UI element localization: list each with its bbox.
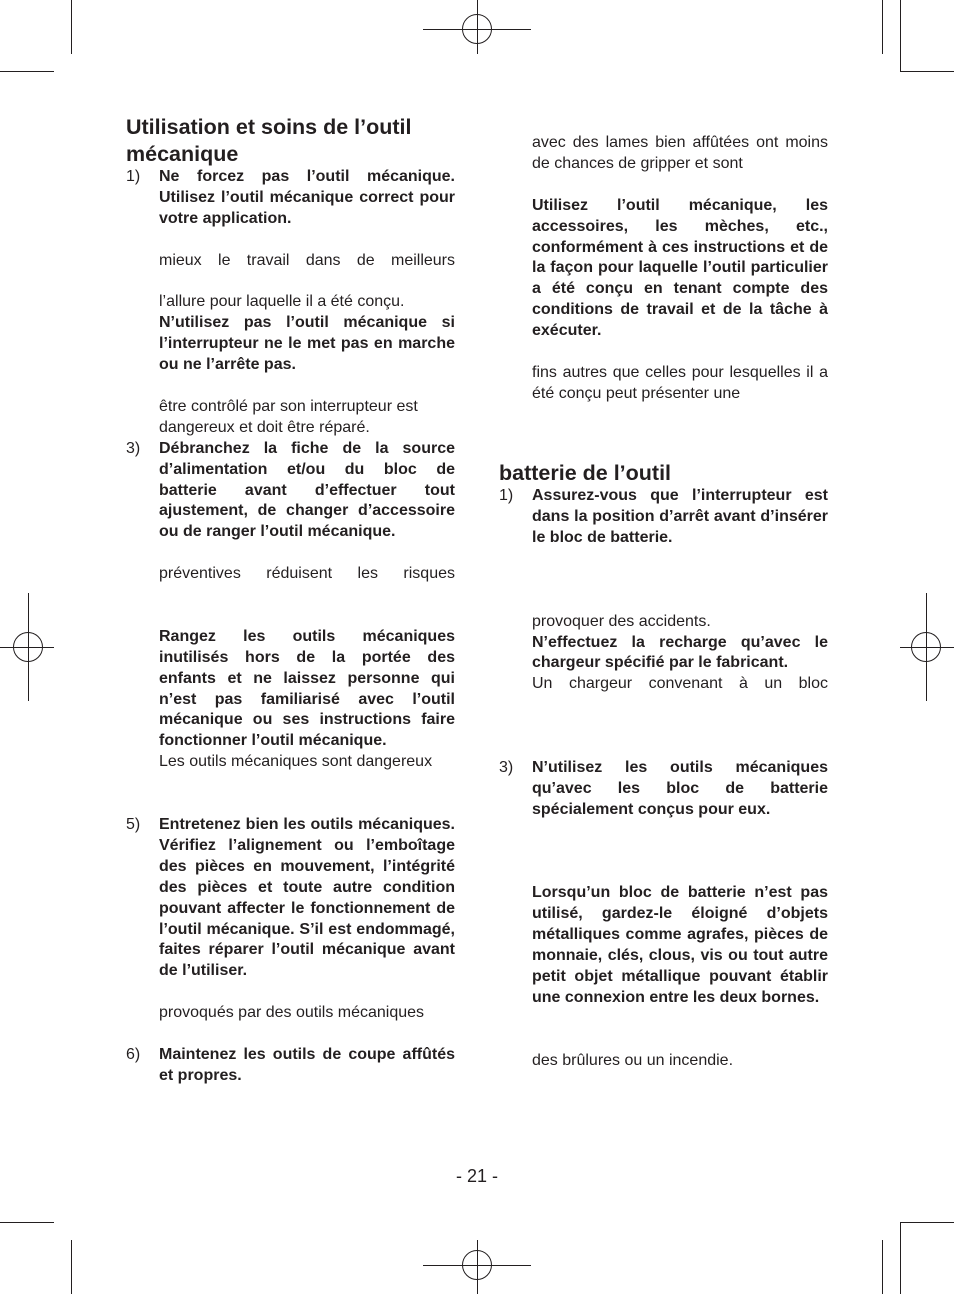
list-item bbox=[499, 633, 828, 758]
registration-circle bbox=[462, 1250, 492, 1280]
item-instruction: N’effectuez la recharge qu’avec le chargeur spécifié par le fabricant. bbox=[532, 633, 828, 672]
crop-mark bbox=[900, 1222, 901, 1294]
item-text: Les outils mécaniques sont dangereux bbox=[159, 753, 433, 771]
crop-mark bbox=[882, 1240, 883, 1294]
item-text: avec des lames bien affûtées ont moins de chances de gripper et sont bbox=[532, 134, 828, 172]
crop-mark bbox=[0, 1222, 54, 1223]
item-text: préventives réduisent les risques bbox=[159, 565, 455, 583]
item-instruction: Entretenez bien les outils mécaniques. Vérifiez l’alignement ou l’emboîtage des pièces en mouvement, l’intégrité des pièces et toute autre condition pouvant affecter le fonctionnement de l’outil mécanique. S’il est endommagé, faites réparer l’outil mécanique avant de l’utiliser. bbox=[159, 815, 455, 980]
list-item bbox=[126, 313, 455, 438]
crop-mark bbox=[0, 71, 54, 72]
item-text: fins autres que celles pour lesquelles il a été conçu peut présenter une bbox=[532, 363, 828, 402]
item-text: être contrôlé par son interrupteur est dangereux et doit être réparé. bbox=[159, 397, 418, 436]
list-item bbox=[126, 815, 455, 1045]
left-column bbox=[126, 114, 455, 1087]
list-item bbox=[126, 1045, 455, 1087]
crop-mark bbox=[900, 71, 954, 72]
item-instruction: Maintenez les outils de coupe affûtés et propres. bbox=[159, 1045, 455, 1084]
registration-circle bbox=[13, 632, 43, 662]
item-number: 6) bbox=[126, 1045, 141, 1063]
item-number: 5) bbox=[126, 815, 141, 833]
right-column bbox=[499, 133, 828, 1071]
item-number: 1) bbox=[499, 487, 514, 505]
list-item bbox=[126, 627, 455, 815]
item-text: mieux le travail dans de meilleurs bbox=[159, 251, 455, 269]
item-text: Un chargeur convenant à un bloc bbox=[532, 675, 828, 693]
list-item bbox=[126, 439, 455, 627]
item-text: l’allure pour laquelle il a été conçu. bbox=[159, 293, 405, 311]
section-heading: Utilisation et soins de l’outil mécanique bbox=[126, 115, 412, 166]
list-item bbox=[499, 883, 828, 1071]
item-number: 3) bbox=[499, 758, 514, 776]
item-number: 3) bbox=[126, 439, 141, 457]
item-instruction: Lorsqu’un bloc de batterie n’est pas utilisé, gardez-le éloigné d’objets métalliques comme agrafes, pièces de monnaie, clés, clous, vis ou tout autre petit objet métallique pouvant établir une connexion entre les deux bornes. bbox=[532, 884, 828, 1006]
item-instruction: Rangez les outils mécaniques inutilisés hors de la portée des enfants et ne laissez personne qui n’est pas familiarisé avec l’outil mécanique ou ses instructions faire fonctionner l’outil mécanique. bbox=[159, 627, 455, 750]
crop-mark bbox=[71, 0, 72, 54]
crop-mark bbox=[900, 1222, 954, 1223]
list-item bbox=[499, 133, 828, 405]
list-item bbox=[499, 758, 828, 883]
item-text: provoquer des accidents. bbox=[532, 612, 711, 630]
page-number: - 21 - bbox=[455, 1166, 498, 1186]
item-instruction: N’utilisez pas l’outil mécanique si l’interrupteur ne le met pas en marche ou ne l’arrête pas. bbox=[159, 314, 455, 374]
item-text: des brûlures ou un incendie. bbox=[532, 1051, 734, 1069]
crop-mark bbox=[900, 0, 901, 72]
list-item bbox=[499, 486, 828, 632]
registration-circle bbox=[462, 14, 492, 44]
item-instruction: Ne forcez pas l’outil mécanique. Utilisez l’outil mécanique correct pour votre application. bbox=[159, 168, 455, 227]
item-text: provoqués par des outils mécaniques bbox=[159, 1004, 425, 1022]
crop-mark bbox=[882, 0, 883, 54]
item-instruction: N’utilisez les outils mécaniques qu’avec les bloc de batterie spécialement conçus pour eux. bbox=[532, 758, 828, 818]
list-item bbox=[126, 167, 455, 313]
registration-circle bbox=[911, 632, 941, 662]
item-instruction: Utilisez l’outil mécanique, les accessoires, les mèches, etc., conformément à ces instructions et de la façon pour laquelle l’outil particulier a été conçu en tenant compte des conditions de travail et de la tâche à exécuter. bbox=[532, 196, 828, 340]
crop-mark bbox=[71, 1240, 72, 1294]
section-heading: batterie de l’outil bbox=[499, 460, 672, 485]
item-instruction: Assurez-vous que l’interrupteur est dans la position d’arrêt avant d’insérer le bloc de batterie. bbox=[532, 487, 828, 547]
item-number: 1) bbox=[126, 168, 141, 185]
item-instruction: Débranchez la fiche de la source d’alimentation et/ou du bloc de batterie avant d’effectuer tout ajustement, de changer d’accessoire ou de ranger l’outil mécanique. bbox=[159, 439, 455, 541]
